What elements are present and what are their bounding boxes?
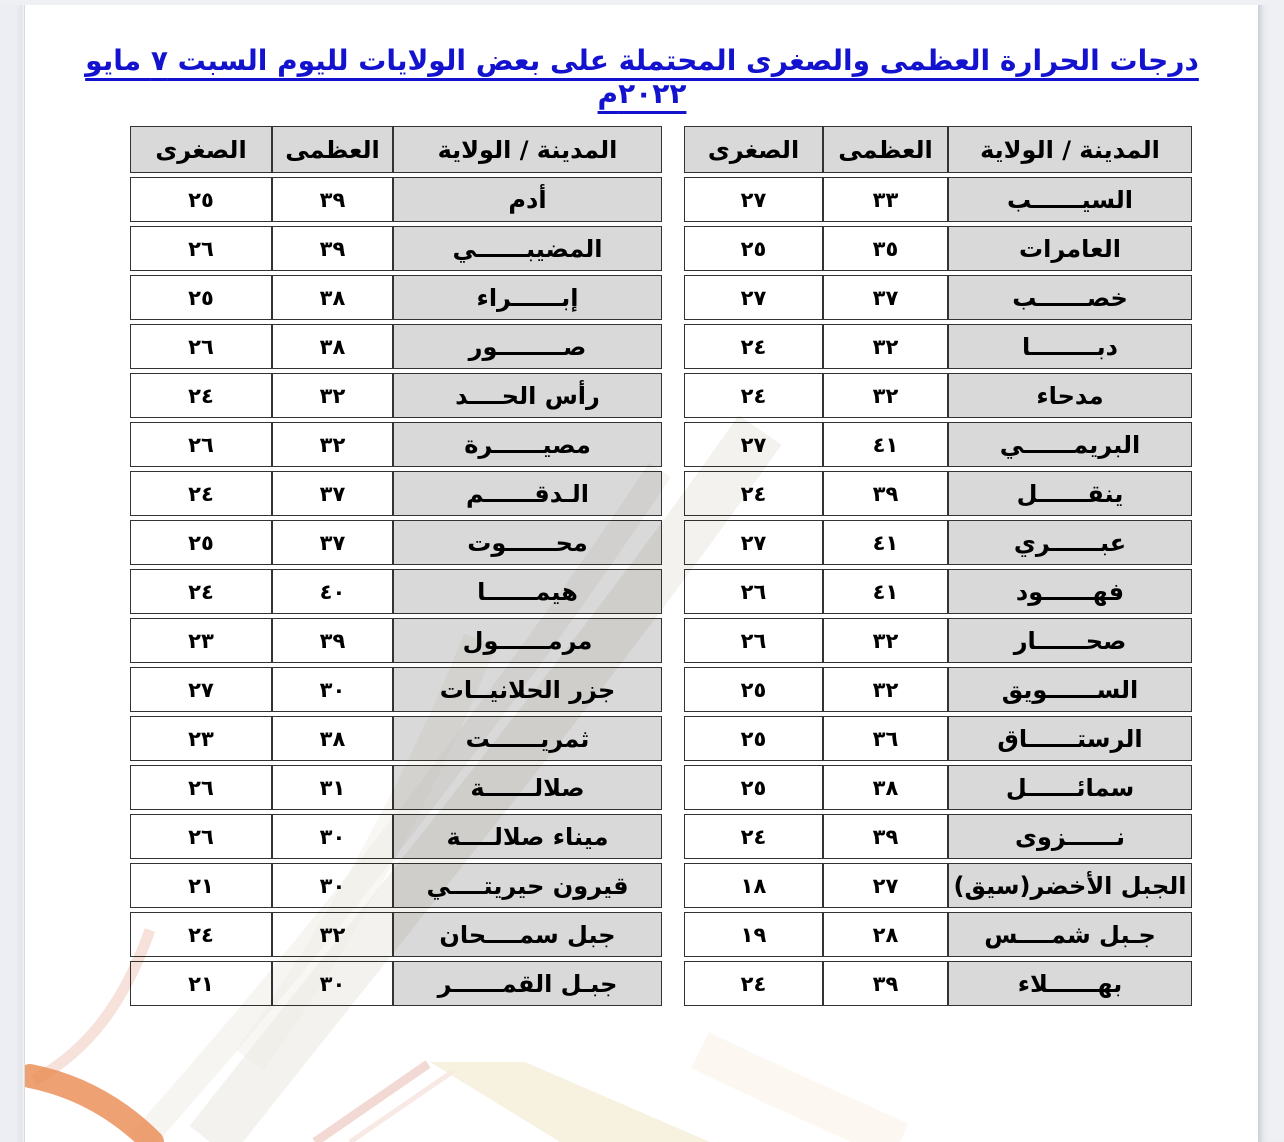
city-cell: مرمــــــول bbox=[393, 618, 662, 663]
table-row bbox=[684, 912, 1192, 957]
max-temp-cell: ٣٨ bbox=[272, 275, 393, 320]
city-cell: أدم bbox=[393, 177, 662, 222]
city-cell: محــــــوت bbox=[393, 520, 662, 565]
min-temp-cell: ٢٤ bbox=[130, 471, 272, 516]
city-cell: صــــــــور bbox=[393, 324, 662, 369]
max-temp-cell: ٣٢ bbox=[272, 422, 393, 467]
city-cell: السيــــــب bbox=[948, 177, 1192, 222]
city-cell: دبــــــــا bbox=[948, 324, 1192, 369]
city-cell: إبــــــراء bbox=[393, 275, 662, 320]
table-row bbox=[130, 863, 662, 908]
city-cell: صحــــــار bbox=[948, 618, 1192, 663]
min-temp-cell: ٢٤ bbox=[130, 373, 272, 418]
min-temp-cell: ٢٧ bbox=[684, 275, 823, 320]
table-row bbox=[684, 716, 1192, 761]
table-row bbox=[130, 716, 662, 761]
min-temp-cell: ٢٤ bbox=[130, 912, 272, 957]
max-temp-cell: ٣٩ bbox=[823, 471, 948, 516]
city-cell: الـدقــــــم bbox=[393, 471, 662, 516]
min-temp-cell: ٢١ bbox=[130, 961, 272, 1006]
min-temp-cell: ٢٤ bbox=[684, 961, 823, 1006]
table-row bbox=[130, 324, 662, 369]
city-cell: الســــــويق bbox=[948, 667, 1192, 712]
min-temp-cell: ٢٤ bbox=[684, 324, 823, 369]
city-cell: خصــــــب bbox=[948, 275, 1192, 320]
table-row bbox=[130, 667, 662, 712]
max-temp-cell: ٣٨ bbox=[272, 716, 393, 761]
page-edge-right bbox=[1258, 0, 1284, 1142]
table-row bbox=[130, 471, 662, 516]
header-max-temp: العظمى bbox=[272, 126, 393, 173]
min-temp-cell: ٢٥ bbox=[684, 226, 823, 271]
max-temp-cell: ٣٥ bbox=[823, 226, 948, 271]
header-min-temp: الصغرى bbox=[130, 126, 272, 173]
max-temp-cell: ٣٢ bbox=[823, 667, 948, 712]
city-cell: عبــــــري bbox=[948, 520, 1192, 565]
table-row bbox=[130, 569, 662, 614]
max-temp-cell: ٤١ bbox=[823, 520, 948, 565]
max-temp-cell: ٣٨ bbox=[272, 324, 393, 369]
table-row bbox=[130, 177, 662, 222]
min-temp-cell: ٢٧ bbox=[684, 177, 823, 222]
table-row bbox=[130, 961, 662, 1006]
temperature-table-right bbox=[684, 122, 1192, 1010]
max-temp-cell: ٣١ bbox=[272, 765, 393, 810]
min-temp-cell: ٢٥ bbox=[130, 275, 272, 320]
min-temp-cell: ٢٦ bbox=[130, 814, 272, 859]
max-temp-cell: ٣٠ bbox=[272, 814, 393, 859]
max-temp-cell: ٣٣ bbox=[823, 177, 948, 222]
city-cell: الرستــــــاق bbox=[948, 716, 1192, 761]
table-row bbox=[130, 373, 662, 418]
table-row bbox=[130, 814, 662, 859]
max-temp-cell: ٣٢ bbox=[272, 373, 393, 418]
min-temp-cell: ٢٤ bbox=[684, 471, 823, 516]
city-cell: نــــــزوى bbox=[948, 814, 1192, 859]
min-temp-cell: ٢٦ bbox=[130, 226, 272, 271]
city-cell: سمائــــــل bbox=[948, 765, 1192, 810]
max-temp-cell: ٣٩ bbox=[823, 814, 948, 859]
page-edge-left bbox=[0, 0, 25, 1142]
table-row bbox=[684, 667, 1192, 712]
table-row bbox=[684, 471, 1192, 516]
city-cell: جبل سمــــحان bbox=[393, 912, 662, 957]
max-temp-cell: ٣٩ bbox=[272, 177, 393, 222]
max-temp-cell: ٤٠ bbox=[272, 569, 393, 614]
max-temp-cell: ٣٩ bbox=[272, 618, 393, 663]
min-temp-cell: ٢٦ bbox=[684, 569, 823, 614]
min-temp-cell: ٢٣ bbox=[130, 716, 272, 761]
city-cell: جزر الحلانيــات bbox=[393, 667, 662, 712]
header-city: المدينة / الولاية bbox=[948, 126, 1192, 173]
min-temp-cell: ٢٧ bbox=[130, 667, 272, 712]
city-cell: فهــــــود bbox=[948, 569, 1192, 614]
min-temp-cell: ١٩ bbox=[684, 912, 823, 957]
min-temp-cell: ٢٥ bbox=[684, 667, 823, 712]
min-temp-cell: ٢٦ bbox=[130, 422, 272, 467]
max-temp-cell: ٣٧ bbox=[272, 520, 393, 565]
city-cell: الجبل الأخضر(سيق) bbox=[948, 863, 1192, 908]
temperature-table-left bbox=[130, 122, 662, 1010]
city-cell: مدحاء bbox=[948, 373, 1192, 418]
header-city: المدينة / الولاية bbox=[393, 126, 662, 173]
header-max-temp: العظمى bbox=[823, 126, 948, 173]
table-row bbox=[684, 814, 1192, 859]
city-cell: مصيــــــرة bbox=[393, 422, 662, 467]
max-temp-cell: ٣٢ bbox=[272, 912, 393, 957]
table-row bbox=[684, 422, 1192, 467]
city-cell: ميناء صلالــــة bbox=[393, 814, 662, 859]
table-row bbox=[684, 765, 1192, 810]
city-cell: ثمريــــــت bbox=[393, 716, 662, 761]
max-temp-cell: ٤١ bbox=[823, 422, 948, 467]
min-temp-cell: ٢٥ bbox=[130, 520, 272, 565]
max-temp-cell: ٣٠ bbox=[272, 667, 393, 712]
city-cell: هيمــــــا bbox=[393, 569, 662, 614]
max-temp-cell: ٣٩ bbox=[272, 226, 393, 271]
table-row bbox=[684, 226, 1192, 271]
max-temp-cell: ٣٠ bbox=[272, 863, 393, 908]
city-cell: جبـل القمــــــر bbox=[393, 961, 662, 1006]
min-temp-cell: ٢٥ bbox=[684, 716, 823, 761]
max-temp-cell: ٣٦ bbox=[823, 716, 948, 761]
min-temp-cell: ٢٥ bbox=[130, 177, 272, 222]
min-temp-cell: ٢٧ bbox=[684, 520, 823, 565]
table-row bbox=[684, 961, 1192, 1006]
table-header-row bbox=[684, 126, 1192, 173]
max-temp-cell: ٤١ bbox=[823, 569, 948, 614]
table-row bbox=[130, 520, 662, 565]
city-cell: المضيبــــــي bbox=[393, 226, 662, 271]
max-temp-cell: ٣٧ bbox=[272, 471, 393, 516]
table-row bbox=[684, 618, 1192, 663]
max-temp-cell: ٣٢ bbox=[823, 324, 948, 369]
min-temp-cell: ٢٤ bbox=[684, 373, 823, 418]
table-row bbox=[684, 177, 1192, 222]
table-row bbox=[684, 373, 1192, 418]
table-header-row bbox=[130, 126, 662, 173]
min-temp-cell: ٢٤ bbox=[130, 569, 272, 614]
city-cell: جـبل شمــــس bbox=[948, 912, 1192, 957]
city-cell: رأس الحــــد bbox=[393, 373, 662, 418]
min-temp-cell: ٢٦ bbox=[684, 618, 823, 663]
table-row bbox=[130, 912, 662, 957]
city-cell: صلالــــــة bbox=[393, 765, 662, 810]
min-temp-cell: ١٨ bbox=[684, 863, 823, 908]
city-cell: قيرون حيريتــــي bbox=[393, 863, 662, 908]
page-edge-top bbox=[0, 0, 1284, 5]
header-min-temp: الصغرى bbox=[684, 126, 823, 173]
table-row bbox=[130, 765, 662, 810]
city-cell: ينقــــــل bbox=[948, 471, 1192, 516]
page-title: درجات الحرارة العظمى والصغرى المحتملة على بعض الولايات لليوم السبت ٧ مايو ٢٠٢٢م bbox=[85, 44, 1199, 110]
min-temp-cell: ٢٥ bbox=[684, 765, 823, 810]
min-temp-cell: ٢٦ bbox=[130, 324, 272, 369]
max-temp-cell: ٣٨ bbox=[823, 765, 948, 810]
max-temp-cell: ٣٩ bbox=[823, 961, 948, 1006]
city-cell: بهــــــلاء bbox=[948, 961, 1192, 1006]
table-row bbox=[684, 863, 1192, 908]
table-row bbox=[130, 226, 662, 271]
min-temp-cell: ٢٦ bbox=[130, 765, 272, 810]
min-temp-cell: ٢٧ bbox=[684, 422, 823, 467]
table-row bbox=[684, 520, 1192, 565]
min-temp-cell: ٢٣ bbox=[130, 618, 272, 663]
max-temp-cell: ٢٧ bbox=[823, 863, 948, 908]
max-temp-cell: ٢٨ bbox=[823, 912, 948, 957]
max-temp-cell: ٣٧ bbox=[823, 275, 948, 320]
min-temp-cell: ٢١ bbox=[130, 863, 272, 908]
table-row bbox=[684, 569, 1192, 614]
city-cell: البريمــــــي bbox=[948, 422, 1192, 467]
table-row bbox=[130, 422, 662, 467]
table-row bbox=[684, 324, 1192, 369]
max-temp-cell: ٣٢ bbox=[823, 618, 948, 663]
min-temp-cell: ٢٤ bbox=[684, 814, 823, 859]
max-temp-cell: ٣٢ bbox=[823, 373, 948, 418]
table-row bbox=[130, 275, 662, 320]
table-row bbox=[684, 275, 1192, 320]
max-temp-cell: ٣٠ bbox=[272, 961, 393, 1006]
table-row bbox=[130, 618, 662, 663]
city-cell: العامرات bbox=[948, 226, 1192, 271]
